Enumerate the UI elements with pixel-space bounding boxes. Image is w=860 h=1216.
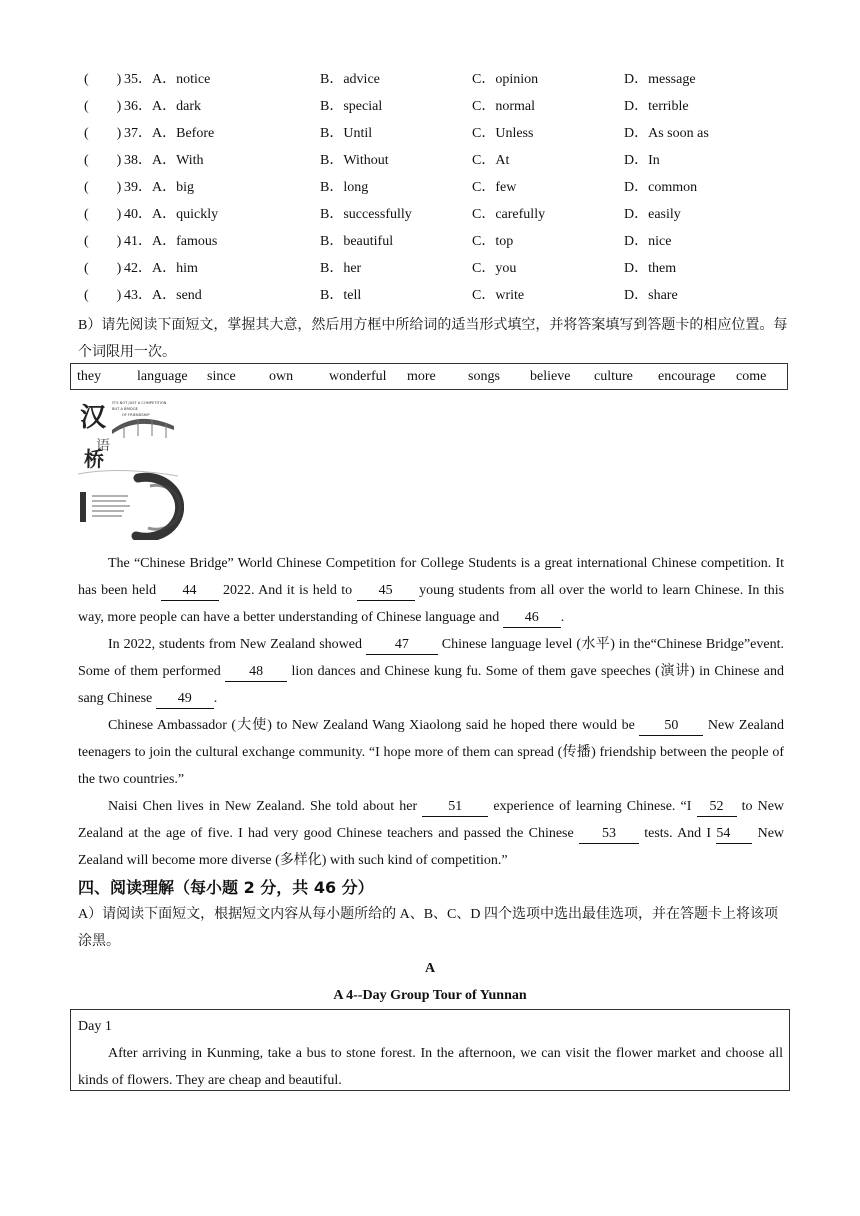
- passage-text: tests. And I: [644, 826, 712, 841]
- passage-text: experience of learning Chinese. “I: [493, 799, 692, 814]
- question-number: 40: [124, 207, 138, 222]
- blank-49[interactable]: 49: [156, 690, 214, 709]
- passage-text: The “Chinese Bridge” World Chinese Competition for College Students is a great international Chinese competition. It has been held: [78, 556, 784, 598]
- option-c: C．opinion: [472, 72, 539, 87]
- option-b-text: long: [343, 180, 369, 195]
- question-number: 43: [124, 288, 138, 303]
- question-number-and-option-a: 39．A．big: [124, 180, 195, 195]
- option-b: B．beautiful: [320, 234, 394, 249]
- section-b-instruction: B）请先阅读下面短文，掌握其大意，然后用方框中所给词的适当形式填空，并将答案填写到答题卡的相应位置。每个词限用一次。: [78, 318, 788, 360]
- question-number-and-option-a: 38．A．With: [124, 153, 204, 168]
- word-bank-item: believe: [530, 369, 571, 384]
- option-a: dark: [176, 99, 202, 114]
- poster-tag-2: BUT A BRIDGE: [112, 407, 138, 411]
- question-number: 35: [124, 72, 138, 87]
- chinese-bridge-poster: [78, 396, 184, 540]
- answer-paren[interactable]: ( ): [84, 99, 122, 114]
- question-number: 42: [124, 261, 138, 276]
- poster-char-2: 语: [96, 438, 110, 454]
- option-d: D．easily: [624, 207, 681, 222]
- option-b-text: special: [343, 99, 383, 114]
- option-c: C．normal: [472, 99, 535, 114]
- option-c-text: At: [495, 153, 510, 168]
- question-number: 39: [124, 180, 138, 195]
- section-4-heading: 四、阅读理解（每小题 2 分，共 46 分）: [78, 878, 374, 897]
- itinerary-box: [70, 1009, 790, 1091]
- question-number: 37: [124, 126, 138, 141]
- question-row-36: [78, 95, 798, 122]
- question-number: 36: [124, 99, 138, 114]
- option-b: B．special: [320, 99, 383, 114]
- word-bank-box: [70, 363, 788, 390]
- answer-paren[interactable]: ( ): [84, 261, 122, 276]
- question-row-42: [78, 257, 798, 284]
- option-d: D．As soon as: [624, 126, 709, 141]
- blank-51[interactable]: 51: [422, 798, 488, 817]
- answer-paren[interactable]: ( ): [84, 288, 122, 303]
- question-row-40: [78, 203, 798, 230]
- option-d: D．message: [624, 72, 696, 87]
- option-c-text: opinion: [495, 72, 539, 87]
- passage-text: In 2022, students from New Zealand showed: [108, 637, 362, 652]
- question-number-and-option-a: 35．A．notice: [124, 72, 211, 87]
- option-c-text: top: [495, 234, 514, 249]
- question-row-39: [78, 176, 798, 203]
- article-title: A 4--Day Group Tour of Yunnan: [333, 988, 527, 1003]
- option-b: B．successfully: [320, 207, 412, 222]
- option-b: B．Without: [320, 153, 389, 168]
- option-b-text: beautiful: [343, 234, 394, 249]
- passage-text: lion dances and Chinese kung fu. Some of them gave speeches (演讲) in Chinese and sang Chinese: [78, 664, 785, 706]
- article-letter: A: [424, 961, 436, 976]
- poster-tag-1: IT'S NOT JUST A COMPETITION: [112, 401, 167, 405]
- option-c: C．write: [472, 288, 525, 303]
- word-bank-item: wonderful: [329, 369, 387, 384]
- option-a: Before: [176, 126, 215, 141]
- option-a: notice: [176, 72, 211, 87]
- passage-text: New Zealand will become more diverse (多样化) with such kind of competition.”: [78, 826, 785, 868]
- poster-char-3: 桥: [84, 447, 104, 471]
- blank-53[interactable]: 53: [579, 825, 639, 844]
- word-bank-item: own: [269, 369, 294, 384]
- answer-paren[interactable]: ( ): [84, 234, 122, 249]
- question-number-and-option-a: 43．A．send: [124, 288, 202, 303]
- option-b: B．tell: [320, 288, 362, 303]
- option-a: him: [176, 261, 198, 276]
- blank-44[interactable]: 44: [161, 582, 219, 601]
- word-bank-item: songs: [468, 369, 500, 384]
- option-c-text: few: [495, 180, 517, 195]
- question-number-and-option-a: 36．A．dark: [124, 99, 202, 114]
- passage-text: to New Zealand at the age of five. I had very good Chinese teachers and passed the Chinese: [78, 799, 785, 841]
- blank-50[interactable]: 50: [639, 717, 703, 736]
- answer-paren[interactable]: ( ): [84, 153, 122, 168]
- question-row-43: [78, 284, 798, 311]
- word-bank-item: culture: [594, 369, 633, 384]
- passage-paragraph-2: [78, 631, 784, 712]
- option-b-text: Until: [343, 126, 373, 141]
- option-b: B．long: [320, 180, 369, 195]
- passage-paragraph-3: [78, 712, 784, 793]
- passage-text: New Zealand teenagers to join the cultural exchange community. “I hope more of them can spread (传播) friendship between the people of the two countries.”: [78, 718, 784, 787]
- option-b-text: advice: [343, 72, 380, 87]
- option-d-text: message: [648, 72, 696, 87]
- option-c: C．carefully: [472, 207, 546, 222]
- option-b-text: successfully: [343, 207, 412, 222]
- passage-text: Chinese language level (水平) in the“Chinese Bridge”event. Some of them performed: [78, 637, 784, 679]
- option-b: B．Until: [320, 126, 373, 141]
- word-bank-item: come: [736, 369, 767, 384]
- option-b-text: tell: [343, 288, 362, 303]
- option-d: D．nice: [624, 234, 672, 249]
- passage-text: .: [213, 691, 218, 706]
- passage-paragraph-1: [78, 550, 784, 631]
- word-bank-item: since: [207, 369, 236, 384]
- poster-image: [78, 396, 184, 540]
- passage-paragraph-4: [78, 793, 784, 874]
- question-number-and-option-a: 40．A．quickly: [124, 207, 219, 222]
- option-d-text: them: [648, 261, 677, 276]
- blank-45[interactable]: 45: [357, 582, 415, 601]
- blank-48[interactable]: 48: [225, 663, 287, 682]
- multiple-choice-list: [78, 68, 798, 311]
- question-row-35: [78, 68, 798, 95]
- option-d-text: terrible: [648, 99, 689, 114]
- question-number-and-option-a: 41．A．famous: [124, 234, 218, 249]
- word-bank-item: encourage: [658, 369, 716, 384]
- question-number: 41: [124, 234, 138, 249]
- answer-paren[interactable]: ( ): [84, 180, 122, 195]
- option-c: C．top: [472, 234, 514, 249]
- day-description: After arriving in Kunming, take a bus to stone forest. In the afternoon, we can visit the flower market and choose all kinds of flowers. They are cheap and beautiful.: [78, 1046, 783, 1088]
- option-b: B．her: [320, 261, 362, 276]
- answer-paren[interactable]: ( ): [84, 126, 122, 141]
- option-d-text: As soon as: [648, 126, 709, 141]
- passage-text: Naisi Chen lives in New Zealand. She told about her: [108, 799, 418, 814]
- option-d: D．terrible: [624, 99, 689, 114]
- question-row-38: [78, 149, 798, 176]
- poster-tag-3: OF FRIENDSHIP: [122, 413, 150, 417]
- option-b-text: Without: [343, 153, 389, 168]
- option-d: D．common: [624, 180, 698, 195]
- option-d-text: share: [648, 288, 678, 303]
- option-b-text: her: [343, 261, 362, 276]
- option-a: famous: [176, 234, 218, 249]
- section-4a-instruction: A）请阅读下面短文，根据短文内容从每小题所给的 A、B、C、D 四个选项中选出最佳选项，并在答题卡上将该项涂黑。: [78, 907, 779, 949]
- word-bank-item: they: [77, 369, 102, 384]
- option-d-text: nice: [648, 234, 672, 249]
- option-c-text: you: [495, 261, 517, 276]
- answer-paren[interactable]: ( ): [84, 72, 122, 87]
- blank-54[interactable]: 54: [716, 825, 752, 844]
- question-number-and-option-a: 37．A．Before: [124, 126, 215, 141]
- option-c: C．Unless: [472, 126, 534, 141]
- option-a: With: [176, 153, 204, 168]
- question-row-37: [78, 122, 798, 149]
- passage-text: young students from all over the world to learn Chinese. In this way, more people can have a better understanding of Chinese language and: [78, 583, 785, 625]
- option-d-text: In: [648, 153, 660, 168]
- blank-52[interactable]: 52: [697, 798, 737, 817]
- option-c-text: carefully: [495, 207, 546, 222]
- option-c: C．At: [472, 153, 510, 168]
- passage-text: .: [560, 610, 565, 625]
- option-a: quickly: [176, 207, 219, 222]
- option-c: C．few: [472, 180, 517, 195]
- option-c: C．you: [472, 261, 517, 276]
- option-d: D．share: [624, 288, 678, 303]
- option-c-text: normal: [495, 99, 535, 114]
- poster-char-1: 汉: [80, 403, 107, 433]
- option-d-text: easily: [648, 207, 681, 222]
- option-d: D．them: [624, 261, 677, 276]
- day-label: Day 1: [78, 1019, 112, 1034]
- question-number: 38: [124, 153, 138, 168]
- answer-paren[interactable]: ( ): [84, 207, 122, 222]
- option-c-text: write: [495, 288, 525, 303]
- option-a: big: [176, 180, 195, 195]
- option-d: D．In: [624, 153, 660, 168]
- blank-47[interactable]: 47: [366, 636, 438, 655]
- option-d-text: common: [648, 180, 698, 195]
- blank-46[interactable]: 46: [503, 609, 561, 628]
- passage-text: 2022. And it is held to: [223, 583, 353, 598]
- question-number-and-option-a: 42．A．him: [124, 261, 198, 276]
- question-row-41: [78, 230, 798, 257]
- word-bank-item: more: [407, 369, 436, 384]
- option-b: B．advice: [320, 72, 380, 87]
- option-a: send: [176, 288, 202, 303]
- option-c-text: Unless: [495, 126, 534, 141]
- word-bank-item: language: [137, 369, 188, 384]
- passage-text: Chinese Ambassador (大使) to New Zealand Wang Xiaolong said he hoped there would be: [108, 718, 635, 733]
- cloze-passage: [78, 550, 784, 874]
